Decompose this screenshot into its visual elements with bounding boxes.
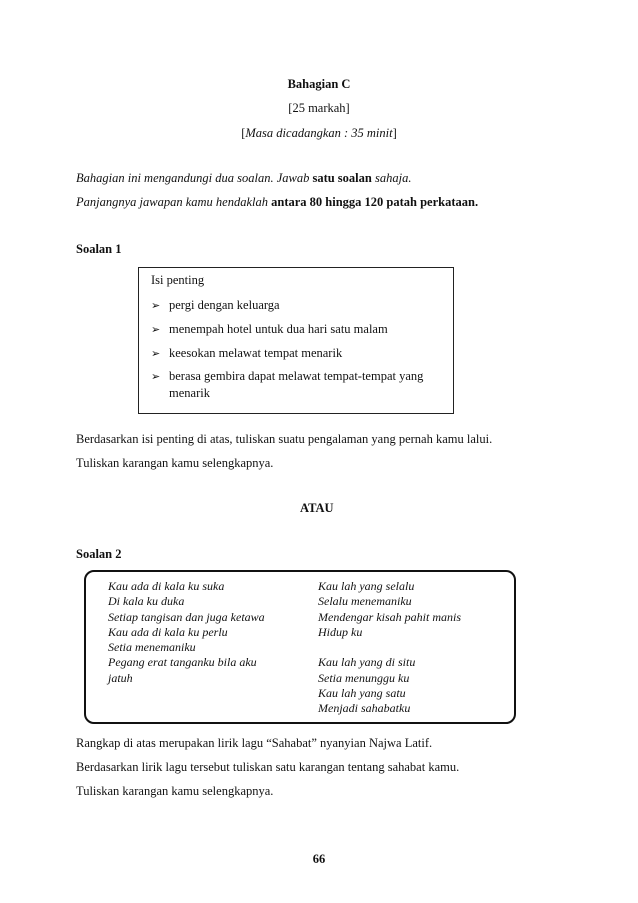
or-separator: ATAU: [300, 501, 334, 515]
key-point-item: pergi dengan keluarga: [169, 298, 280, 312]
marks-label: [25 markah]: [288, 101, 350, 115]
lyric-line: Di kala ku duka: [108, 594, 185, 609]
lyric-line: Setia menunggu ku: [318, 670, 410, 685]
arrow-bullet-icon: ➢: [151, 324, 161, 336]
question-2-heading: Soalan 2: [76, 547, 122, 561]
instruction-line-1: Bahagian ini mengandungi dua soalan. Jawab satu soalan sahaja.: [76, 171, 412, 185]
lyric-line: Mendengar kisah pahit manis: [318, 609, 461, 624]
arrow-bullet-icon: ➢: [151, 300, 161, 312]
question-2-prompt-3: Tuliskan karangan kamu selengkapnya.: [76, 784, 274, 798]
lyrics-left-column: [108, 579, 304, 686]
key-points-title: Isi penting: [151, 273, 205, 287]
lyric-blank-line: [318, 640, 508, 655]
lyrics-box: [84, 570, 516, 724]
arrow-bullet-icon: ➢: [151, 371, 161, 383]
lyrics-right-column: [318, 579, 508, 717]
lyric-line: jatuh: [108, 670, 133, 685]
key-points-box: [138, 267, 454, 414]
lyric-line: Kau lah yang satu: [318, 686, 406, 701]
lyric-line: Menjadi sahabatku: [318, 701, 411, 716]
section-title: Bahagian C: [287, 77, 351, 91]
lyric-line: Kau lah yang selalu: [318, 579, 415, 593]
lyric-line: Selalu menemaniku: [318, 594, 412, 609]
key-point-item: berasa gembira dapat melawat tempat-tempat yang menarik: [169, 369, 424, 400]
arrow-bullet-icon: ➢: [151, 348, 161, 360]
lyric-line: Kau lah yang di situ: [318, 655, 416, 670]
instruction-line-2: Panjangnya jawapan kamu hendaklah antara 80 hingga 120 patah perkataan.: [76, 195, 479, 209]
lyric-line: Kau ada di kala ku perlu: [108, 624, 228, 639]
lyric-line: Hidup ku: [318, 624, 363, 639]
lyric-line: Pegang erat tanganku bila aku: [108, 655, 257, 670]
lyric-line: Setia menemaniku: [108, 640, 196, 655]
question-1-prompt-1: Berdasarkan isi penting di atas, tuliskan suatu pengalaman yang pernah kamu lalui.: [76, 432, 493, 446]
question-1-heading: Soalan 1: [76, 242, 122, 256]
lyric-line: Setiap tangisan dan juga ketawa: [108, 609, 265, 624]
question-2-prompt-1: Rangkap di atas merupakan lirik lagu “Sahabat” nyanyian Najwa Latif.: [76, 736, 433, 750]
key-point-item: menempah hotel untuk dua hari satu malam: [169, 322, 388, 336]
question-2-prompt-2: Berdasarkan lirik lagu tersebut tuliskan satu karangan tentang sahabat kamu.: [76, 760, 460, 774]
question-1-prompt-2: Tuliskan karangan kamu selengkapnya.: [76, 456, 274, 470]
lyric-line: Kau ada di kala ku suka: [108, 579, 225, 593]
page-number: 66: [312, 852, 326, 866]
key-point-item: keesokan melawat tempat menarik: [169, 346, 343, 360]
suggested-time: [Masa dicadangkan : 35 minit]: [241, 126, 397, 140]
